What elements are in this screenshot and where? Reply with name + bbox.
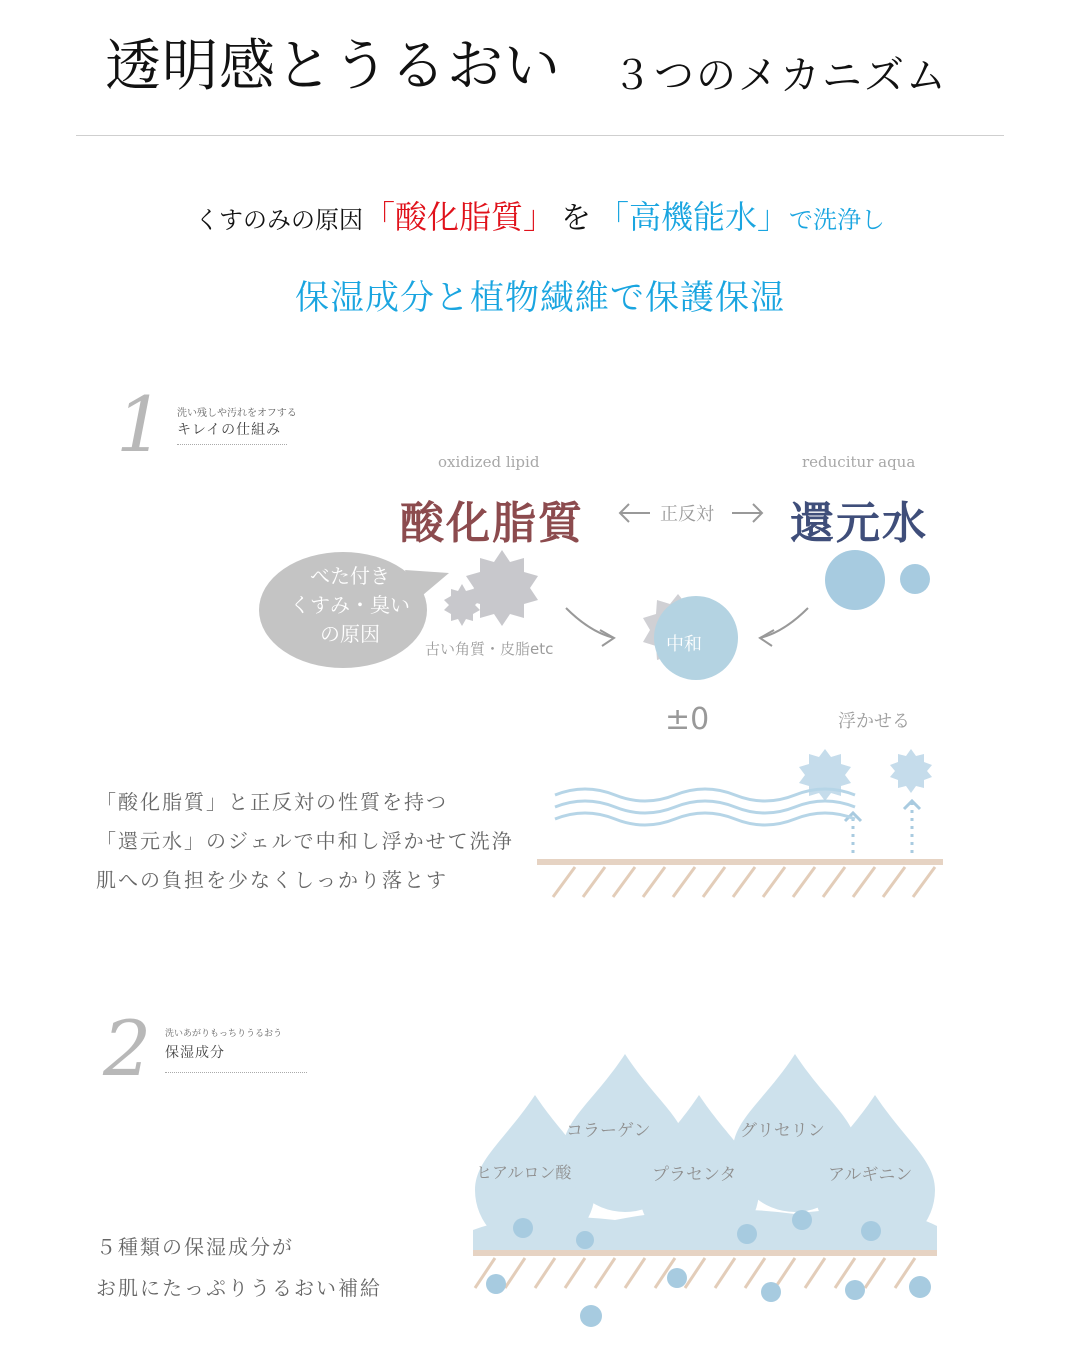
moisture-drops-illustration [465, 1050, 945, 1335]
section-1-number: 1 [116, 380, 165, 469]
bubble-line-1: べた付き [310, 564, 390, 588]
ingredient-collagen: コラーゲン [566, 1121, 651, 1141]
lead-part-5: で洗浄し [789, 206, 886, 234]
reducitur-aqua-en: reducitur aqua [802, 453, 916, 471]
section-2-body-line-1: ５種類の保湿成分が [96, 1235, 294, 1259]
ingredient-placenta: プラセンタ [652, 1165, 737, 1185]
section-1-body [96, 783, 514, 900]
lead-part-2: 「酸化脂質」 [362, 198, 555, 236]
ingredient-glycerin: グリセリン [740, 1121, 825, 1141]
section-2-caption: 洗いあがりもっちりうるおう [165, 1029, 283, 1039]
oxidized-lipid-en: oxidized lipid [438, 453, 540, 471]
neutral-label: 中和 [666, 634, 702, 655]
ingredient-arginine: アルギニン [828, 1165, 913, 1185]
lead-line-1 [0, 192, 1080, 238]
lead-part-3: を [561, 201, 591, 236]
section-2-body-line-2: お肌にたっぷりうるおい補給 [96, 1276, 382, 1300]
divider [76, 135, 1004, 136]
bubble-line-3: の原因 [320, 622, 380, 646]
bubble-line-2: くすみ・臭い [290, 593, 410, 617]
opposite-label: 正反対 [660, 504, 714, 525]
lead-line-2: 保湿成分と植物繊維で保護保湿 [295, 278, 785, 318]
section-2-body [96, 1227, 382, 1309]
section-1-caption: 洗い残しや汚れをオフする [177, 408, 297, 419]
dirt-particles-icon [440, 548, 560, 628]
section-1-body-line-2: 「還元水」のジェルで中和し浮かせて洗浄 [96, 829, 514, 853]
lead-part-1: くすのみの原因 [194, 206, 363, 234]
ingredient-hyaluronic-acid: ヒアルロン酸 [476, 1163, 572, 1182]
dirt-label: 古い角質・皮脂etc [425, 640, 554, 658]
section-1-body-line-1: 「酸化脂質」と正反対の性質を持つ [96, 790, 448, 814]
section-2-number: 2 [103, 1004, 152, 1093]
page-subtitle: ３つのメカニズム [612, 53, 948, 99]
page-title: 透明感とうるおい [105, 34, 561, 99]
section-1-title: キレイの仕組み [177, 422, 282, 438]
water-bubbles-icon [822, 548, 937, 614]
bubble-text [275, 562, 425, 649]
lead-part-4: 「高機能水」 [597, 198, 790, 236]
section-1-body-line-3: 肌への負担を少なくしっかり落とす [96, 868, 448, 892]
section-2-title: 保湿成分 [165, 1045, 225, 1061]
skin-illustration-1 [535, 745, 945, 905]
float-label: 浮かせる [838, 711, 910, 732]
oxidized-lipid-jp: 酸化脂質 [400, 498, 584, 549]
plus-minus-zero: ±0 [665, 702, 710, 737]
reduced-water-jp: 還元水 [790, 498, 928, 549]
section-2-underline [165, 1072, 307, 1073]
section-1-underline [177, 444, 287, 445]
